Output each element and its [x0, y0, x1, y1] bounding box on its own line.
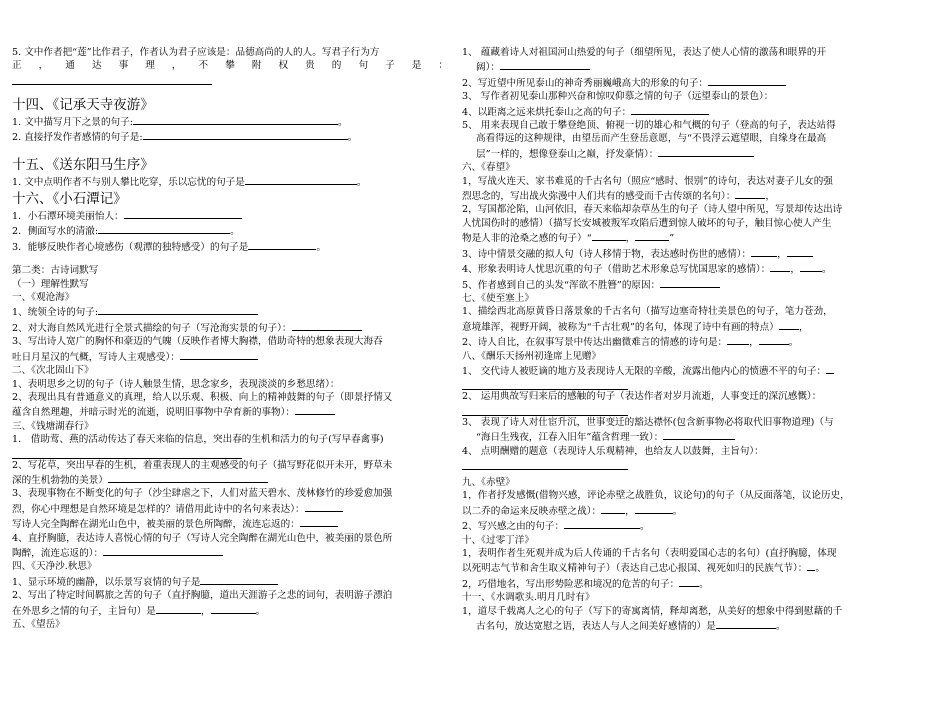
- answer-blank[interactable]: [305, 501, 343, 512]
- answer-blank[interactable]: [133, 114, 338, 125]
- question: 高看得远的这种规律，由望岳而产生登岳意愿，与“不畏浮云遮望眼，自缘身在最高: [476, 133, 827, 145]
- question: 4、 点明酬赠的题意（表现诗人乐观精神，也给友人以鼓舞，主旨句）：: [462, 445, 764, 457]
- poem-heading: 三、《钱塘湖春行》: [12, 420, 94, 432]
- question: 1，道尽千载离人之心的句子（写下的寄寓离情，释却离愁，从美好的想象中得到慰藉的千: [462, 605, 843, 617]
- question: 1、显示环境的幽静，以乐景写哀情的句子是: [12, 574, 448, 589]
- poem-heading: 一、《观沧海》: [12, 292, 75, 304]
- question: 写诗人完全陶醉在湖光山色中，被美丽的景色所陶醉，流连忘返的：: [12, 516, 448, 531]
- answer-blank[interactable]: [759, 334, 789, 345]
- q5-line1: 5. 文中作者把“莲”比作君子，作者认为君子应该是：品德高尚的人的人。写君子行为方: [12, 47, 380, 58]
- question: 3、诗中情景交融的拟人句（诗人移情于物，表达感时伤世的感情）： ，: [462, 246, 898, 261]
- answer-blank[interactable]: [663, 429, 735, 440]
- answer-blank[interactable]: [679, 576, 699, 587]
- poem-heading: 二、《次北固山下》: [12, 365, 94, 377]
- question: 2、写花草，突出早春的生机，着重表现人的主观感受的句子（描写野花似开未开，野草未: [12, 459, 393, 471]
- answer-blank[interactable]: [245, 174, 357, 185]
- section-heading-16: 十六、《小石潭记》: [12, 191, 127, 208]
- poem-heading: 五、《望岳》: [12, 619, 65, 630]
- answer-blank[interactable]: [635, 503, 673, 514]
- question: 1、 蕴藏着诗人对祖国河山热爱的句子（细望所见，表达了使人心情的激荡和眼界的开: [462, 47, 827, 58]
- answer-blank[interactable]: [658, 146, 754, 157]
- poem-heading: 八、《酬乐天扬州初逢席上见赠》: [462, 350, 602, 362]
- answer-blank[interactable]: [635, 230, 669, 241]
- answer-blank[interactable]: [108, 472, 268, 483]
- answer-blank[interactable]: [295, 404, 335, 415]
- left-column: [12, 46, 448, 631]
- answer-blank[interactable]: [716, 618, 776, 629]
- question: 1、统领全诗的句子:: [12, 304, 448, 319]
- section-heading-15: 十五、《送东阳马生序》: [12, 156, 154, 173]
- question: 1，写战火连天、家书难觅的千古名句（照应“感时、恨别”的诗句，表达对妻子儿女的强: [462, 175, 833, 187]
- answer-blank[interactable]: [292, 320, 362, 331]
- answer-blank[interactable]: [462, 378, 628, 390]
- answer-blank[interactable]: [660, 277, 720, 288]
- answer-blank[interactable]: [211, 603, 256, 614]
- answer-blank[interactable]: [787, 246, 813, 257]
- question: 4、直抒胸臆，表达诗人喜悦心情的句子（写诗人完全陶醉在湖光山色中，被美丽的景色所: [12, 532, 393, 544]
- question: 人忧国伤时的感情）（描写长安城被叛军攻陷后遭到惊人破坏的句子，触目惊心使人产生: [462, 217, 832, 229]
- question: 4、以距离之远来烘托泰山之高的句子：: [462, 104, 898, 119]
- poem-heading: 四、《天净沙.秋思》: [12, 561, 97, 573]
- right-column: [462, 46, 898, 633]
- answer-blank[interactable]: [462, 458, 628, 470]
- question: “海日生残夜，江春入旧年”蕴含哲理一致）：: [462, 429, 898, 444]
- question: 3、表现事物在不断变化的句子（沙尘肆虐之下，人们对蓝天碧水、茂林修竹的珍爱愈加强: [12, 488, 393, 500]
- answer-blank[interactable]: [735, 188, 765, 199]
- answer-blank[interactable]: [807, 560, 815, 571]
- answer-blank[interactable]: [12, 73, 212, 85]
- answer-blank[interactable]: [770, 261, 790, 272]
- answer-blank[interactable]: [751, 246, 777, 257]
- question: 烈，你心中理想是自然环境是怎样的？请借用此诗中的名句来表达）：: [12, 501, 448, 516]
- question: 3、 表现了诗人对仕宦升沉，世事变迁的豁达襟怀(包含新事物必将取代旧事物道理)（与: [462, 416, 834, 428]
- question: 蕴含自然理趣，并暗示时光的流逝，说明旧事物中孕育新的事物）：: [12, 404, 448, 419]
- answer-blank[interactable]: [727, 334, 749, 345]
- question: 古名句，放达宽慰之语，表达人与人之间美好感情的）是 。: [462, 618, 898, 633]
- question: 2. 直接抒发作者感情的句子是: 。: [12, 129, 448, 144]
- answer-blank[interactable]: [98, 304, 258, 315]
- question: 1、 交代诗人被贬谪的地方及表现诗人无限的辛酸，流露出他内心的愤懑不平的句子：: [462, 363, 898, 378]
- question: 1．小石潭环境美丽怡人：: [12, 208, 448, 223]
- answer-blank[interactable]: [462, 404, 628, 416]
- poem-heading: 七、《使至塞上》: [462, 292, 534, 304]
- answer-blank[interactable]: [601, 503, 625, 514]
- question: 物是人非的沧桑之感的句子）“ ， ”: [462, 230, 898, 245]
- question: 3、 写作者初见泰山那种兴奋和惊叹仰慕之情的句子（远望泰山的景色）：: [462, 91, 774, 103]
- answer-blank[interactable]: [500, 59, 590, 70]
- section-heading-14: 十四、《记承天寺夜游》: [12, 96, 154, 113]
- answer-blank[interactable]: [708, 75, 786, 86]
- answer-blank[interactable]: [564, 518, 640, 529]
- answer-blank[interactable]: [143, 129, 348, 140]
- question: 在外思乡之情的句子，主旨句）是 ， 。: [12, 603, 448, 618]
- question: 意境雄浑，视野开阔，被称为“千古壮观”的名句，体现了诗中有画的特点） ，: [462, 319, 898, 334]
- question: 1，表明作者生死观并成为后人传诵的千古名句（表明爱国心志的名句）(直抒胸臆，体现: [462, 548, 837, 559]
- question: 1、表明思乡之切的句子（诗人触景生情，思念家乡，表现淡淡的乡愁思绪）：: [12, 378, 340, 390]
- answer-blank[interactable]: [124, 208, 242, 219]
- question: 2、表现出具有普通意义的真理，给人以乐观、积极、向上的精神鼓舞的句子（即景抒情又: [12, 391, 393, 403]
- answer-blank[interactable]: [779, 319, 799, 330]
- question: 深的生机勃勃的美景）: [12, 472, 448, 487]
- question: 陶醉，流连忘返的）：: [12, 545, 448, 560]
- question: 5、 用来表现自己敢于攀登绝顶、俯视一切的雄心和气概的句子（登高的句子，表达站得: [462, 120, 836, 132]
- answer-blank[interactable]: [200, 574, 278, 585]
- answer-blank[interactable]: [631, 104, 709, 115]
- question: 阔）：: [462, 59, 898, 74]
- question: 5、作者感到自己的头发“浑欲不胜簪”的原因：: [462, 277, 898, 292]
- subcategory-heading: （一）理解性默写: [12, 278, 89, 290]
- answer-blank[interactable]: [826, 363, 834, 374]
- question: 以死明志气节和舍生取义精神句子）（表达自己忠心报国、视死如归的民族气节）： 。: [462, 560, 898, 575]
- question: 2．侧面写水的清澈: 。: [12, 223, 448, 238]
- question: 1，作者抒发感慨(借物兴感，评论赤壁之战胜负，议论句)的句子（从反面落笔，议论历史，: [462, 490, 850, 502]
- poem-heading: 十、《过零丁洋》: [462, 534, 534, 546]
- question: 2，巧借地名，写出形势险恶和境况的危苦的句子： 。: [462, 576, 898, 591]
- question: 1． 借助莺、燕的活动传达了春天来临的信息，突出春的生机和活力的句子(写早春禽事): [12, 434, 384, 446]
- question: 2、对大海自然风光进行全景式描绘的句子（写沧海实景的句子）：: [12, 320, 448, 335]
- question: 1. 文中描写月下之景的句子: 。: [12, 114, 448, 129]
- answer-blank[interactable]: [103, 545, 223, 556]
- poem-heading: 六、《春望》: [462, 162, 515, 174]
- poem-heading: 十一、《水调歌头.明月几时有》: [462, 592, 595, 604]
- answer-blank[interactable]: [592, 230, 626, 241]
- question: 2、写兴感之由的句子： 。: [462, 518, 898, 533]
- answer-blank[interactable]: [156, 603, 201, 614]
- question: 层”一样的，想像登泰山之巅，抒发豪情）：: [462, 146, 898, 161]
- question: 3、写出诗人宽广的胸怀和豪迈的气魄（反映作者博大胸襟，借助奇特的想象表现大海吞: [12, 336, 383, 348]
- poem-heading: 九、《赤壁》: [462, 476, 515, 488]
- answer-blank[interactable]: [800, 261, 822, 272]
- question: 2、诗人自比，在叙事写景中传达出幽微难言的情感的诗句是： ， 。: [462, 334, 898, 349]
- q5-line2: 正，通达事理，不攀附权贵的句子是：: [12, 60, 448, 72]
- answer-blank[interactable]: [248, 239, 316, 250]
- question: 1. 文中点明作者不与别人攀比吃穿，乐以忘忧的句子是 。: [12, 174, 448, 189]
- question: 1、描绘西北高原黄昏日落景象的千古名句（描写边塞奇特壮美景色的句子，笔力苍劲，: [462, 306, 833, 318]
- answer-blank[interactable]: [300, 516, 338, 527]
- question: 2、 运用典故写归来后的感触的句子（表达作者对岁月流逝，人事变迁的深沉感慨）：: [462, 391, 822, 403]
- question: 2、写近望中所见泰山的神奇秀丽巍峨高大的形象的句子：: [462, 75, 898, 90]
- question: 烈思念的，写出战火弥漫中人们共有的感受而千古传颂的名句）： ，: [462, 188, 898, 203]
- question: 吐日月星汉的气概，写诗人主观感受）：: [12, 349, 448, 364]
- answer-blank[interactable]: [180, 349, 258, 360]
- answer-blank[interactable]: [12, 447, 242, 459]
- question: 以二乔的命运来反映赤壁之战）： ， 。: [462, 503, 898, 518]
- category-heading: 第二类：古诗词默写: [12, 265, 99, 277]
- question: 2，写国都沦陷，山河依旧，春天来临却杂草丛生的句子（诗人望中所见，写景却传达出诗: [462, 204, 843, 216]
- question: 4、形象表明诗人忧思沉重的句子（借助艺术形象总写忧国思家的感情）： ， 。: [462, 261, 898, 276]
- answer-blank[interactable]: [98, 223, 230, 234]
- question: 3．能够反映作者心境感伤（观潭的独特感受）的句子是 。: [12, 239, 448, 254]
- question: 2、写出了特定时间羁旅之苦的句子（直抒胸臆，道出天涯游子之悲的词句，表明游子漂泊: [12, 590, 393, 602]
